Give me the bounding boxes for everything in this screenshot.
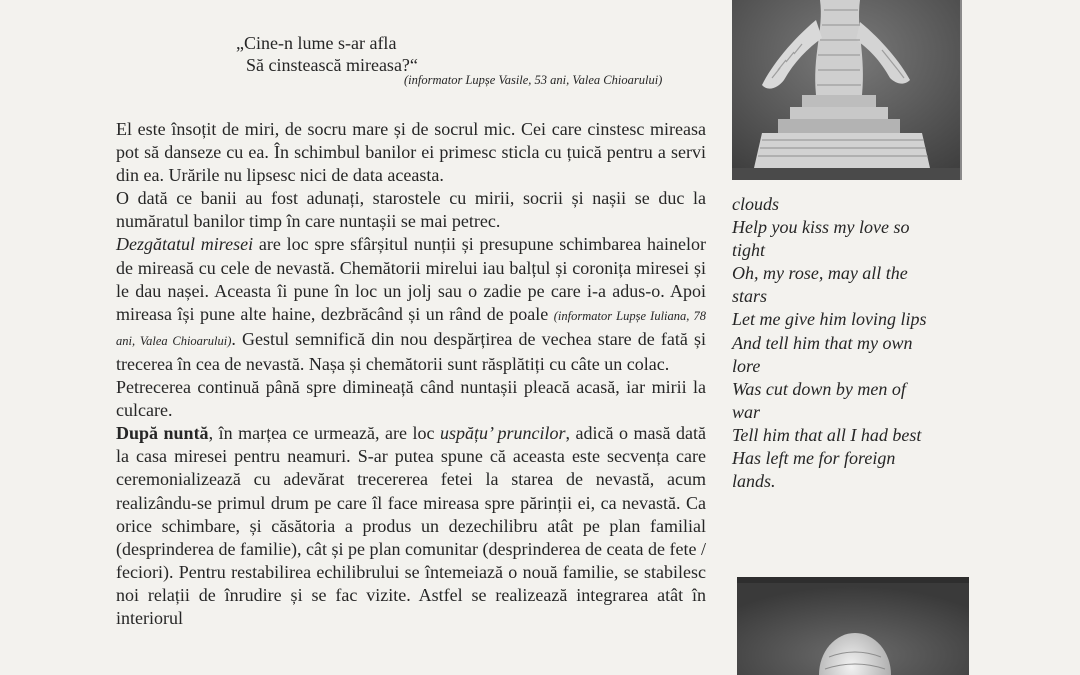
paragraph-4: Petrecerea continuă până spre dimineață când nuntașii pleacă acasă, iar mirii la culcare. [116,377,706,421]
poem-line: Tell him that all I had best [732,424,922,445]
poem-line: And tell him that my own [732,332,913,353]
verse-line-2: Să cinstească mireasa?“ [246,55,418,75]
poem-line: clouds [732,194,779,214]
verse-line-1: „Cine-n lume s-ar afla [236,33,397,53]
straw-doll-photo [732,0,962,180]
informant-citation-2: (informator Lupșe Iuliana, 78 ani, Valea Chioarului) [116,308,706,348]
paragraph-3-text-a: are loc spre sfârșitul nunții și presupune schimbarea hainelor de mireasă cu cele de nevastă. Chemătorii mirelui iau balțul și coronița miresei și le dau nașei. Aceasta îi pune în loc un jolj sau o zadie pe care i-a adus-o. Apoi mireasa își pune alte haine, dezbrăcând și un rând de poale [116,234,706,324]
poem-line: Help you kiss my love so [732,217,910,238]
poem-line: war [732,401,761,422]
term-dezgatatul: Dezgătatul miresei [116,234,254,255]
paragraph-1: El este însoțit de miri, de socru mare și de socrul mic. Cei care cinstesc mireasa pot să danseze cu ea. În schimbul banilor ei primesc sticla cu țuică pentru a servi din ea. Urările nu lipsesc nici de data aceasta. [116,119,706,186]
poem-line: stars [732,286,768,307]
paragraph-5-text-a: , în marțea ce urmează, are loc [208,423,440,444]
verse-quote [236,32,418,76]
english-poem [732,193,972,493]
poem-line: Was cut down by men of [732,378,906,399]
heading-dupa-nunta: După nuntă [116,423,209,444]
term-uspatu-pruncilor: uspățu’ pruncilor [440,423,566,444]
main-body-text [116,118,706,630]
poem-line: Oh, my rose, may all the [732,263,908,284]
paragraph-2: O dată ce banii au fost adunați, starostele cu mirii, socrii și nașii se duc la număratul banilor timp în care nuntașii se mai petrec. [116,188,706,232]
poem-line: Has left me for foreign [732,448,896,469]
round-object-photo [737,577,969,675]
verse-informant-citation: (informator Lupșe Vasile, 53 ani, Valea Chioarului) [404,73,663,87]
paragraph-5-text-b: , adică o masă dată la casa miresei pentru neamuri. S-ar putea spune că aceasta este secvența care ceremonializează cu adevărat trecererea fetei la starea de nevastă, acum realizându-se primul drum pe care îl face mireasa spre părinții ei, ca nevastă. Ca orice schimbare, și căsătoria a produs un dezechilibru atât pe plan familial (desprinderea de familie), cât și pe plan comunitar (desprinderea de ceata de fete / feciori). Pentru restabilirea echilibrului se întemeiază o nouă familie, se stabilesc noi relații de înrudire și se fac vizite. Astfel se realizează integrarea atât în interiorul [116,423,707,628]
paragraph-3 [116,233,706,376]
poem-line: lands. [732,471,776,492]
poem-line: tight [732,240,766,261]
poem-line: lore [732,355,761,376]
poem-line: Let me give him loving lips [732,309,927,330]
paragraph-3-text-b: . Gestul semnifică din nou despărțirea de vechea stare de fată și trecerea în cea de nevastă. Nașa și chemătorii sunt răsplătiți cu câte un colac. [116,328,706,374]
paragraph-5 [116,422,706,630]
